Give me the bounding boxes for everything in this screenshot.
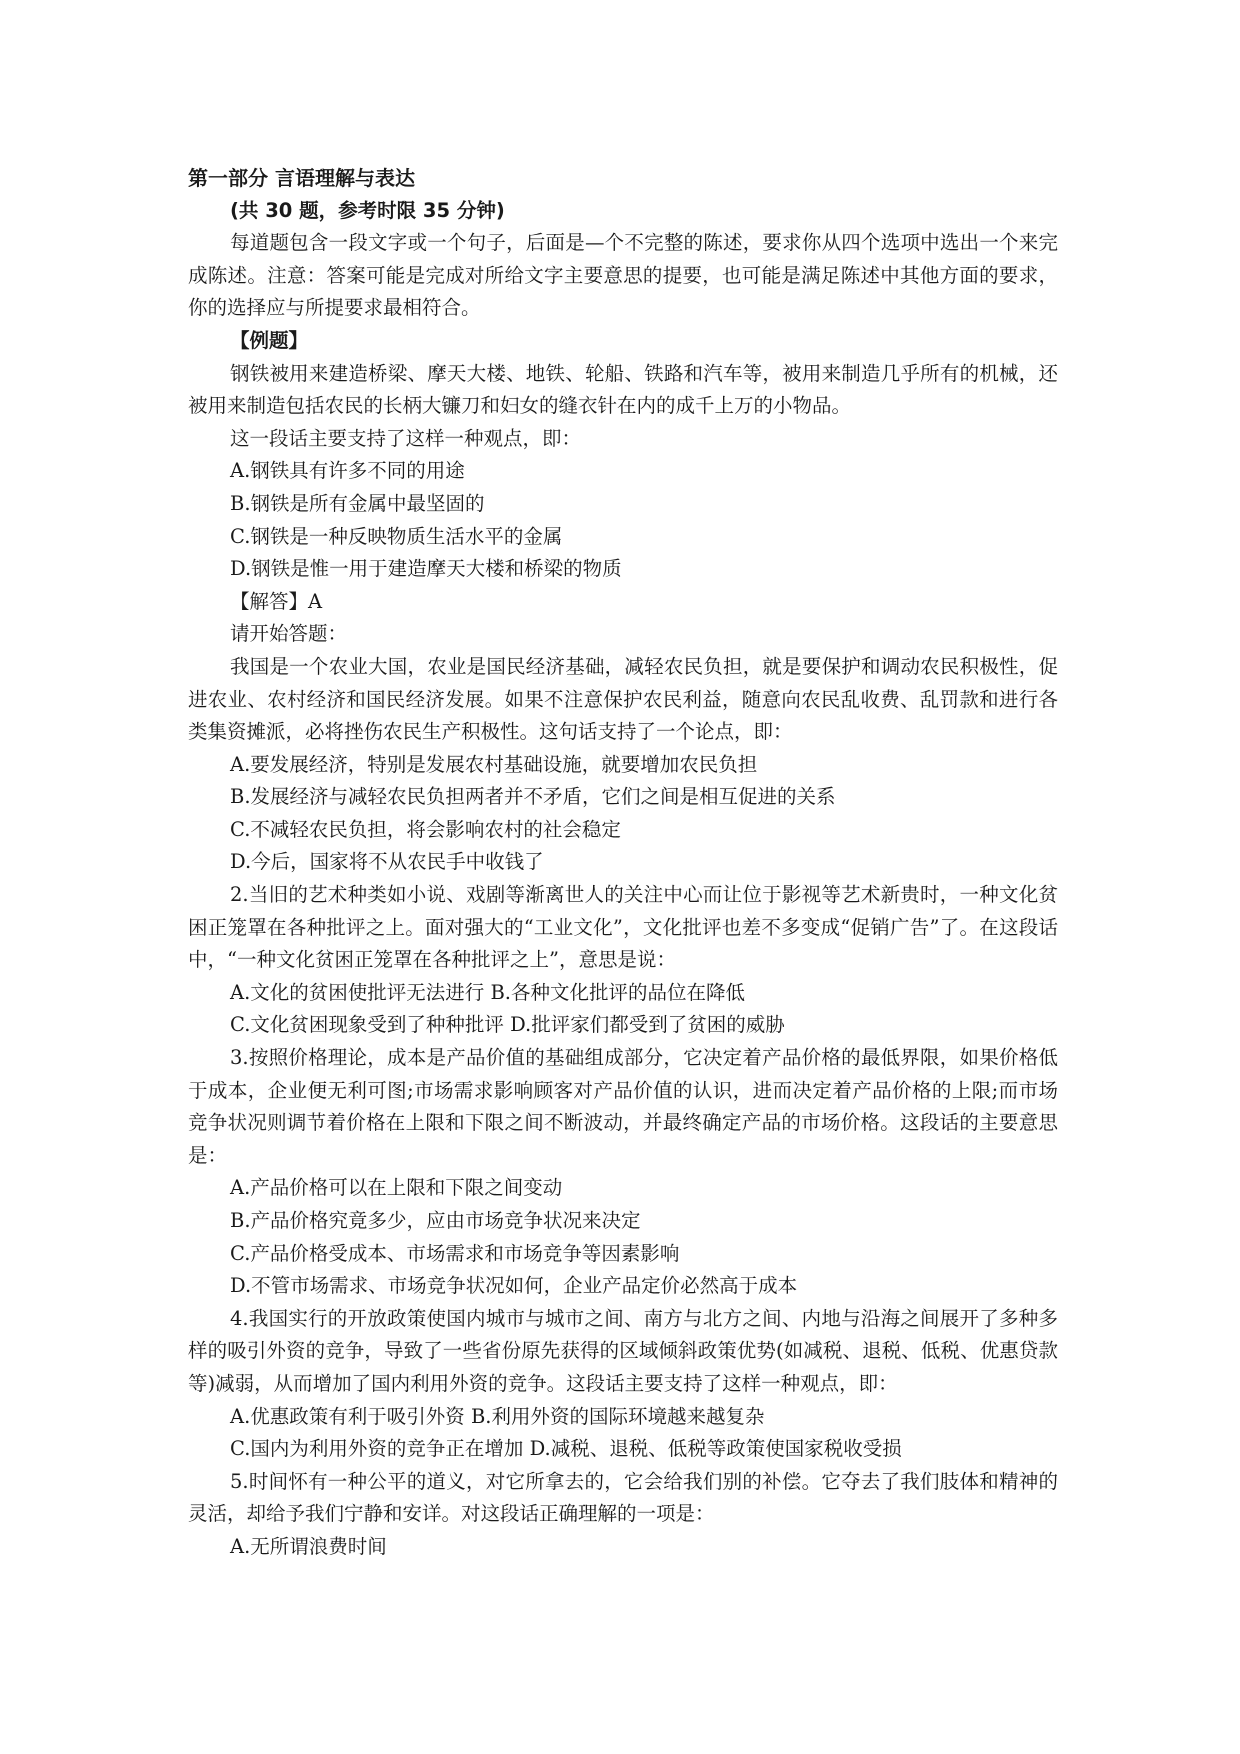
section-title: 第一部分 言语理解与表达	[188, 166, 415, 190]
question-passage: 5.时间怀有一种公平的道义，对它所拿去的，它会给我们别的补偿。它夺去了我们肢体和精神的灵活，却给予我们宁静和安详。对这段话正确理解的一项是：	[188, 1469, 1058, 1526]
question-passage: 2.当旧的艺术种类如小说、戏剧等渐离世人的关注中心而让位于影视等艺术新贵时，一种文化贫困正笼罩在各种批评之上。面对强大的“工业文化”，文化批评也差不多变成“促销广告”了。在这段话中，“一种文化贫困正笼罩在各种批评之上”，意思是说：	[188, 883, 1058, 972]
question-option: D.不管市场需求、市场竞争状况如何，企业产品定价必然高于成本	[230, 1274, 798, 1298]
example-option: B.钢铁是所有金属中最坚固的	[230, 491, 485, 515]
example-question: 这一段话主要支持了这样一种观点，即：	[230, 426, 582, 450]
question-option: A.优惠政策有利于吸引外资 B.利用外资的国际环境越来越复杂	[230, 1404, 765, 1428]
question-option: A.无所谓浪费时间	[230, 1534, 387, 1558]
question-passage: 4.我国实行的开放政策使国内城市与城市之间、南方与北方之间、内地与沿海之间展开了多种多样的吸引外资的竞争，导致了一些省份原先获得的区域倾斜政策优势(如减税、退税、低税、优惠贷款等)减弱，从而增加了国内利用外资的竞争。这段话主要支持了这样一种观点，即：	[188, 1306, 1058, 1395]
question-option: A.文化的贫困使批评无法进行 B.各种文化批评的品位在降低	[230, 980, 746, 1004]
example-passage: 钢铁被用来建造桥梁、摩天大楼、地铁、轮船、铁路和汽车等，被用来制造几乎所有的机械，还被用来制造包括农民的长柄大镰刀和妇女的缝衣针在内的成千上万的小物品。	[188, 361, 1058, 418]
example-option: A.钢铁具有许多不同的用途	[230, 459, 465, 483]
question-passage: 3.按照价格理论，成本是产品价值的基础组成部分，它决定着产品价格的最低界限，如果价格低于成本，企业便无利可图;市场需求影响顾客对产品价值的认识，进而决定着产品价格的上限;而市场竞争状况则调节着价格在上限和下限之间不断波动，并最终确定产品的市场价格。这段话的主要意思是：	[188, 1046, 1058, 1167]
example-option: D.钢铁是惟一用于建造摩天大楼和桥梁的物质	[230, 557, 622, 581]
question-option: C.产品价格受成本、市场需求和市场竞争等因素影响	[230, 1241, 680, 1265]
section-subtitle: (共 30 题，参考时限 35 分钟)	[230, 198, 505, 222]
question-option: D.今后，国家将不从农民手中收钱了	[230, 850, 544, 874]
document-body	[188, 162, 1058, 1564]
question-option: B.发展经济与减轻农民负担两者并不矛盾，它们之间是相互促进的关系	[230, 785, 836, 809]
question-option: C.文化贫困现象受到了种种批评 D.批评家们都受到了贫困的威胁	[230, 1013, 785, 1037]
question-option: C.国内为利用外资的竞争正在增加 D.减税、退税、低税等政策使国家税收受损	[230, 1437, 902, 1461]
question-option: A.要发展经济，特别是发展农村基础设施，就要增加农民负担	[230, 752, 758, 776]
question-option: C.不减轻农民负担，将会影响农村的社会稳定	[230, 817, 621, 841]
question-option: A.产品价格可以在上限和下限之间变动	[230, 1176, 563, 1200]
question-passage: 我国是一个农业大国，农业是国民经济基础，减轻农民负担，就是要保护和调动农民积极性，促进农业、农村经济和国民经济发展。如果不注意保护农民利益，随意向农民乱收费、乱罚款和进行各类集资摊派，必将挫伤农民生产积极性。这句话支持了一个论点，即：	[188, 654, 1058, 744]
question-option: B.产品价格究竟多少，应由市场竞争状况来决定	[230, 1209, 641, 1232]
example-option: C.钢铁是一种反映物质生活水平的金属	[230, 524, 563, 548]
section-instructions: 每道题包含一段文字或一个句子，后面是—个不完整的陈述，要求你从四个选项中选出一个来完成陈述。注意：答案可能是完成对所给文字主要意思的提要，也可能是满足陈述中其他方面的要求，你的选择应与所提要求最相符合。	[188, 231, 1058, 320]
example-heading: 【例题】	[230, 328, 309, 352]
example-answer: 【解答】A	[230, 589, 323, 613]
start-prompt: 请开始答题：	[230, 622, 348, 646]
